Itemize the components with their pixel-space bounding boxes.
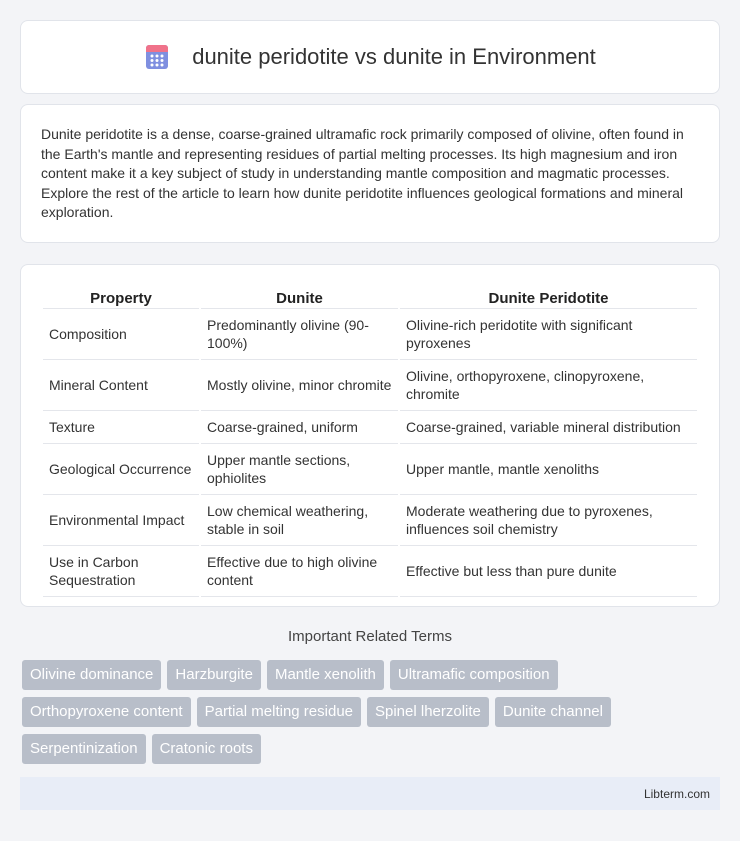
intro-text: Dunite peridotite is a dense, coarse-grained ultramafic rock primarily composed of olivine, often found in the Earth's mantle and representing residues of partial melting processes. Its high magnesium and iron content make it a key subject of study in understanding mantle composition and magmatic processes. Explore the rest of the article to learn how dunite peridotite influences geological formations and mineral exploration. [41, 126, 684, 221]
row-dunite-peridotite: Effective but less than pure dunite [400, 546, 697, 597]
intro-card [20, 104, 720, 243]
related-term-tag[interactable]: Dunite channel [495, 697, 611, 727]
row-dunite-peridotite: Moderate weathering due to pyroxenes, influences soil chemistry [400, 495, 697, 546]
related-terms-title: Important Related Terms [288, 628, 452, 645]
related-terms-list [20, 660, 720, 764]
row-dunite: Mostly olivine, minor chromite [201, 360, 398, 411]
row-property: Composition [43, 309, 199, 360]
table-header-row [43, 285, 697, 309]
row-dunite: Upper mantle sections, ophiolites [201, 444, 398, 495]
footer [20, 777, 720, 810]
table-row [43, 546, 697, 597]
table-row [43, 444, 697, 495]
header-dunite-peridotite: Dunite Peridotite [400, 285, 697, 309]
row-dunite-peridotite: Olivine, orthopyroxene, clinopyroxene, chromite [400, 360, 697, 411]
comparison-table-card [20, 264, 720, 607]
header-property: Property [43, 285, 199, 309]
related-term-tag[interactable]: Olivine dominance [22, 660, 161, 690]
table-row [43, 495, 697, 546]
row-dunite: Coarse-grained, uniform [201, 411, 398, 444]
related-term-tag[interactable]: Serpentinization [22, 734, 146, 764]
row-dunite-peridotite: Coarse-grained, variable mineral distribution [400, 411, 697, 444]
header-card [20, 20, 720, 94]
row-dunite: Predominantly olivine (90-100%) [201, 309, 398, 360]
related-term-tag[interactable]: Mantle xenolith [267, 660, 384, 690]
header-dunite: Dunite [201, 285, 398, 309]
row-property: Environmental Impact [43, 495, 199, 546]
related-term-tag[interactable]: Cratonic roots [152, 734, 261, 764]
table-row [43, 309, 697, 360]
row-property: Use in Carbon Sequestration [43, 546, 199, 597]
row-property: Geological Occurrence [43, 444, 199, 495]
table-row [43, 411, 697, 444]
row-dunite-peridotite: Olivine-rich peridotite with significant pyroxenes [400, 309, 697, 360]
footer-site-link[interactable]: Libterm.com [643, 786, 710, 801]
related-term-tag[interactable]: Harzburgite [167, 660, 261, 690]
table-row [43, 360, 697, 411]
row-dunite-peridotite: Upper mantle, mantle xenoliths [400, 444, 697, 495]
related-term-tag[interactable]: Ultramafic composition [390, 660, 558, 690]
related-term-tag[interactable]: Partial melting residue [197, 697, 361, 727]
related-term-tag[interactable]: Orthopyroxene content [22, 697, 191, 727]
page-title: dunite peridotite vs dunite in Environment [192, 44, 596, 69]
related-term-tag[interactable]: Spinel lherzolite [367, 697, 489, 727]
row-property: Mineral Content [43, 360, 199, 411]
calculator-icon [144, 44, 170, 70]
row-dunite: Low chemical weathering, stable in soil [201, 495, 398, 546]
comparison-table [41, 285, 699, 597]
row-dunite: Effective due to high olivine content [201, 546, 398, 597]
row-property: Texture [43, 411, 199, 444]
